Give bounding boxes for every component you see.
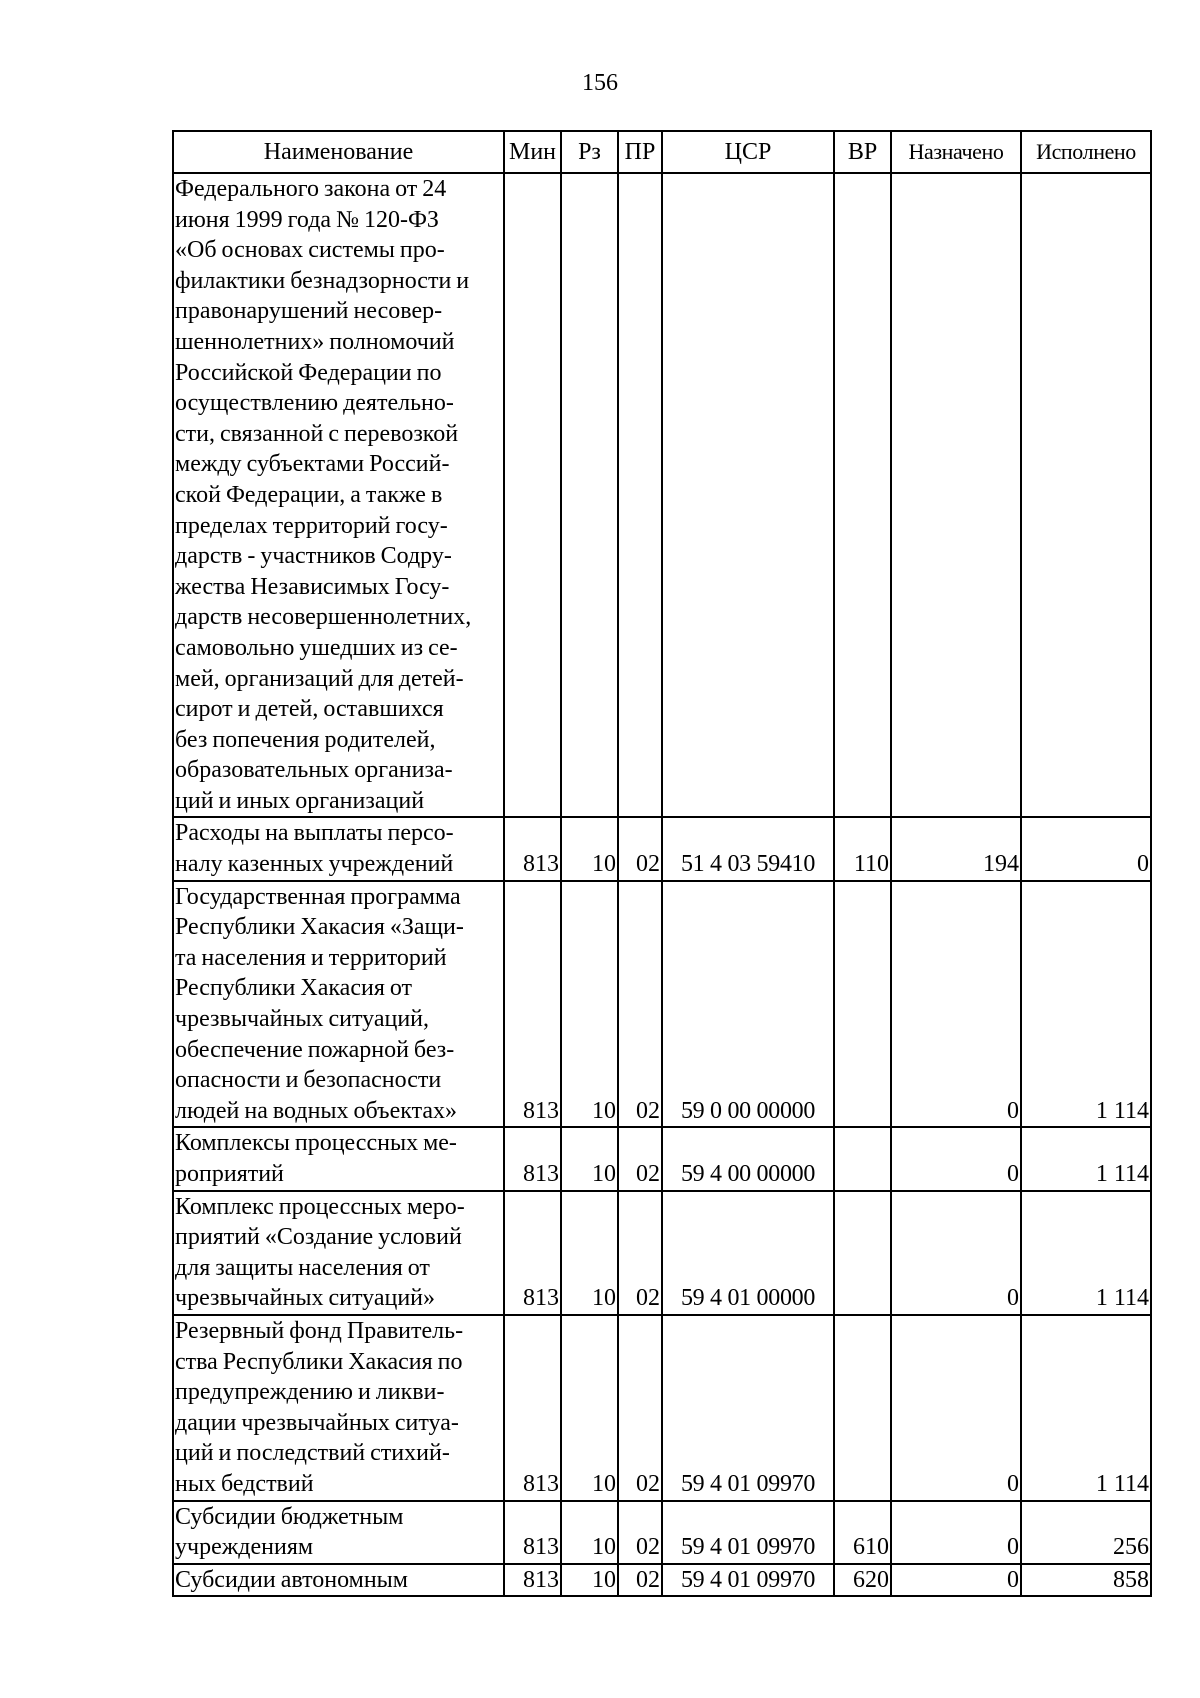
cell-vr [834,881,891,1128]
table-header-row [173,131,1151,173]
name-line: приятий «Создание условий [175,1224,462,1251]
name-line: Расходы на выплаты персо- [175,820,454,847]
name-line: чрезвычайных ситуаций» [175,1285,436,1312]
table-row [173,1315,1151,1501]
cell-min [504,173,561,817]
header-csr: ЦСР [662,131,834,173]
table-row [173,1564,1151,1597]
name-line: Республики Хакасия «Защи- [175,914,464,941]
header-pr: ПР [618,131,662,173]
name-line: Субсидии бюджетным [175,1503,404,1530]
cell-vr: 610 [834,1501,891,1564]
cell-pr [618,173,662,817]
cell-csr: 59 0 00 00000 [662,881,834,1128]
name-line: дации чрезвычайных ситуа- [175,1409,459,1436]
cell-executed: 858 [1021,1564,1151,1597]
cell-assigned: 0 [891,1315,1021,1501]
cell-vr [834,1127,891,1190]
cell-executed: 1 114 [1021,1191,1151,1315]
cell-executed: 1 114 [1021,1127,1151,1190]
cell-pr: 02 [618,1315,662,1501]
table-row [173,1191,1151,1315]
cell-assigned [891,173,1021,817]
cell-name [173,173,504,817]
cell-pr: 02 [618,1191,662,1315]
cell-rz: 10 [561,1501,618,1564]
cell-assigned: 194 [891,817,1021,880]
name-line: правонарушений несовер- [175,298,443,325]
name-line: самовольно ушедших из се- [175,634,458,661]
page-number: 156 [582,70,618,96]
cell-assigned: 0 [891,881,1021,1128]
cell-assigned: 0 [891,1127,1021,1190]
cell-csr [662,173,834,817]
name-line: учреждениям [175,1534,314,1561]
cell-pr: 02 [618,881,662,1128]
cell-vr: 620 [834,1564,891,1597]
cell-pr: 02 [618,1564,662,1597]
table-row [173,173,1151,817]
cell-rz: 10 [561,1315,618,1501]
cell-min: 813 [504,1501,561,1564]
name-line: опасности и безопасности [175,1067,442,1094]
cell-assigned: 0 [891,1564,1021,1597]
cell-pr: 02 [618,1501,662,1564]
cell-vr [834,1191,891,1315]
cell-assigned: 0 [891,1501,1021,1564]
name-line: сти, связанной с перевозкой [175,420,459,447]
header-vr: ВР [834,131,891,173]
header-executed: Исполнено [1021,131,1151,173]
table-row [173,1501,1151,1564]
name-line: филактики безнадзорности и [175,267,470,294]
name-line: без попечения родителей, [175,726,436,753]
table-row [173,1127,1151,1190]
cell-name [173,1315,504,1501]
name-line: осуществлению деятельно- [175,390,454,417]
cell-min: 813 [504,881,561,1128]
cell-csr: 59 4 01 09970 [662,1315,834,1501]
name-line: чрезвычайных ситуаций, [175,1006,430,1033]
name-line: пределах территорий госу- [175,512,448,539]
cell-name [173,1564,504,1597]
name-line: Федерального закона от 24 [175,176,447,202]
cell-vr [834,173,891,817]
header-rz: Рз [561,131,618,173]
cell-csr: 51 4 03 59410 [662,817,834,880]
cell-rz [561,173,618,817]
cell-min: 813 [504,1315,561,1501]
header-assigned: Назначено [891,131,1021,173]
name-line: Комплексы процессных ме- [175,1130,457,1157]
name-line: людей на водных объектах» [175,1097,457,1124]
cell-rz: 10 [561,881,618,1128]
name-line: между субъектами Россий- [175,451,450,478]
cell-executed: 0 [1021,817,1151,880]
cell-vr [834,1315,891,1501]
cell-min: 813 [504,817,561,880]
name-line: для защиты населения от [175,1254,430,1281]
cell-csr: 59 4 01 00000 [662,1191,834,1315]
table-row [173,817,1151,880]
header-name: Наименование [173,131,504,173]
name-line: та населения и территорий [175,944,447,971]
cell-name [173,1191,504,1315]
name-line: налу казенных учреждений [175,851,454,878]
name-line: обеспечение пожарной без- [175,1036,455,1063]
cell-rz: 10 [561,1564,618,1597]
cell-name [173,817,504,880]
table-body [173,173,1151,1596]
cell-name [173,1501,504,1564]
cell-rz: 10 [561,817,618,880]
cell-min: 813 [504,1564,561,1597]
cell-min: 813 [504,1191,561,1315]
name-line: дарств - участников Содру- [175,543,452,570]
name-line: Субсидии автономным [175,1566,408,1593]
cell-vr: 110 [834,817,891,880]
cell-executed: 1 114 [1021,881,1151,1128]
name-line: Государственная программа [175,883,461,910]
name-line: ций и последствий стихий- [175,1440,450,1467]
table-row [173,881,1151,1128]
name-line: ций и иных организаций [175,787,425,814]
cell-pr: 02 [618,817,662,880]
name-line: Российской Федерации по [175,359,442,386]
name-line: Резервный фонд Правитель- [175,1317,464,1344]
budget-table [172,130,1152,1597]
cell-min: 813 [504,1127,561,1190]
cell-executed: 256 [1021,1501,1151,1564]
cell-name [173,881,504,1128]
name-line: Комплекс процессных меро- [175,1193,465,1220]
name-line: мей, организаций для детей- [175,665,464,692]
name-line: Республики Хакасия от [175,975,413,1002]
cell-csr: 59 4 00 00000 [662,1127,834,1190]
name-line: сирот и детей, оставшихся [175,696,444,723]
header-min: Мин [504,131,561,173]
name-line: июня 1999 года № 120-ФЗ [175,206,439,233]
name-line: образовательных организа- [175,757,453,784]
cell-assigned: 0 [891,1191,1021,1315]
cell-rz: 10 [561,1191,618,1315]
cell-rz: 10 [561,1127,618,1190]
cell-name [173,1127,504,1190]
name-line: дарств несовершеннолетних, [175,604,472,631]
cell-executed [1021,173,1151,817]
cell-pr: 02 [618,1127,662,1190]
name-line: роприятий [175,1161,284,1187]
name-line: ных бедствий [175,1470,314,1497]
name-line: ства Республики Хакасия по [175,1348,463,1375]
name-line: «Об основах системы про- [175,237,445,264]
cell-csr: 59 4 01 09970 [662,1564,834,1597]
cell-csr: 59 4 01 09970 [662,1501,834,1564]
name-line: шеннолетних» полномочий [175,328,455,355]
name-line: предупреждению и ликви- [175,1379,445,1406]
name-line: жества Независимых Госу- [175,573,450,600]
name-line: ской Федерации, а также в [175,481,443,508]
cell-executed: 1 114 [1021,1315,1151,1501]
